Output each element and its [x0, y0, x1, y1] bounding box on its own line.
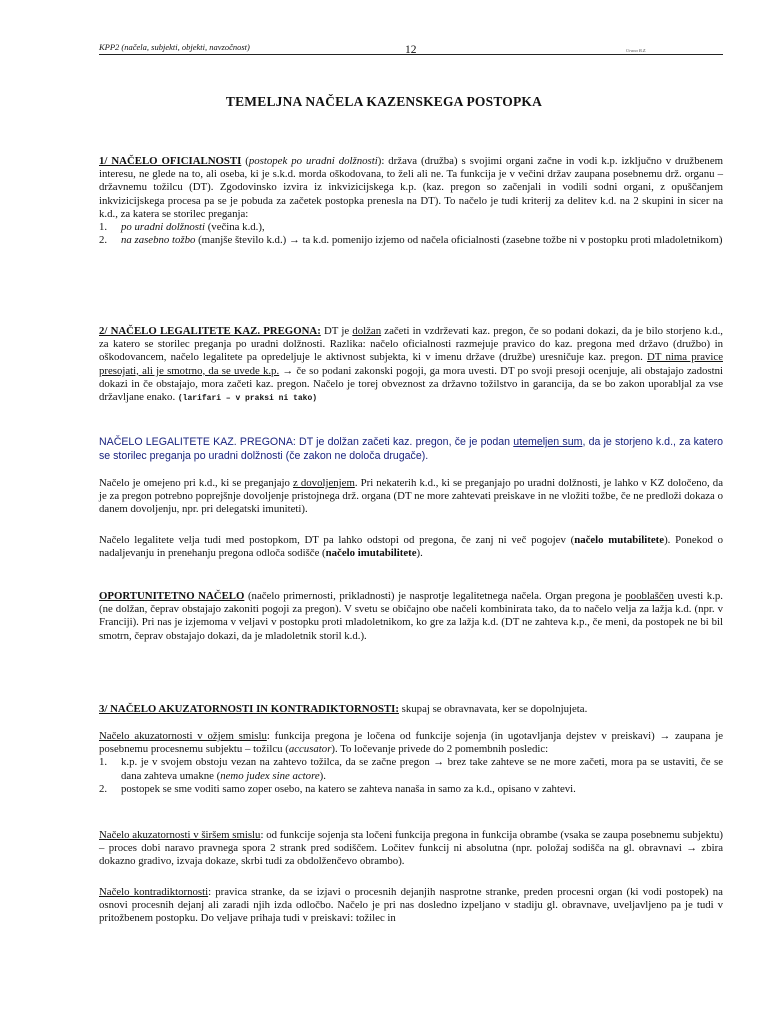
section-akuzatornost: 3/ NAČELO AKUZATORNOSTI IN KONTRADIKTORNOSTI: skupaj se obravnavata, ker se dopolnjujeta. [99, 703, 588, 715]
running-header: KPP2 (načela, subjekti, objekti, navzočnost) [99, 42, 250, 52]
list-item: 2. na zasebno tožbo (manjše število k.d.) → ta k.d. pomenijo izjemo od načela oficialnosti (zasebne tožbe ni v postopku proti mladoletnikom) [99, 234, 723, 247]
author-mark: Urana B.Z. [626, 48, 647, 53]
legaliteta-definition: NAČELO LEGALITETE KAZ. PREGONA: DT je dolžan začeti kaz. pregon, če je podan utemeljen sum, da je storjeno k.d., za katero se storilec preganja po uradni dolžnosti (če zakon ne določa drugače). [99, 436, 724, 462]
section-heading: 3/ NAČELO AKUZATORNOSTI IN KONTRADIKTORNOSTI: [99, 703, 399, 715]
margin-remark: (larifari – v praksi ni tako) [177, 394, 318, 404]
header-rule [99, 54, 723, 55]
section-oficialnost [99, 155, 723, 247]
kontradiktornost-paragraph: Načelo kontradiktornosti: pravica stranke, da se izjavi o procesnih dejanjih nasprotne stranke, preden procesni organ (ki vodi postopek) na osnovi procesnih dejanj ali zaradi njih izda odločbo. Načelo je pri nas dosledno izpeljano v stadiju gl. obravnave, uveljavljeno pa je tudi v pritožbenem postopku. Do veljave prihaja tudi v preiskavi: tožilec in [99, 886, 723, 925]
section-heading: OPORTUNITETNO NAČELO [99, 590, 245, 602]
page-number: 12 [405, 44, 417, 56]
mutabilitete-paragraph: Načelo legalitete velja tudi med postopkom, DT pa lahko odstopi od pregona, če zanj ni več pogojev (načelo mutabilitete). Ponekod o nadaljevanju in prenehanju pregona odloča sodišče (načelo imutabilitete). [99, 534, 723, 560]
section-heading: 2/ NAČELO LEGALITETE KAZ. PREGONA: [99, 325, 321, 337]
section-oportuniteta: OPORTUNITETNO NAČELO (načelo primernosti, prikladnosti) je nasprotje legalitetnega načela. Organ pregona je pooblaščen uvesti k.p. (ne dolžan, čeprav obstajajo zakoniti pogoji za pregon). V svetu se običajno obe načeli kombinirata tako, da to načelo velja za lažja k.d. (npr. v Franciji). Pri nas je izjemoma v veljavi v postopku proti mladoletnikom, ko gre za lažja k.d. (DT ne zahteva k.p., če meni, da postopek ne bi bil smotrn, čeprav obstajajo dokazi, da je mladoletnik storil k.d.). [99, 590, 723, 642]
legaliteta-exception: Načelo je omejeno pri k.d., ki se preganjajo z dovoljenjem. Pri nekaterih k.d., ki se preganjajo po uradni dolžnosti, je lahko v KZ določeno, da je za pregon potrebno poprejšnje dovoljenje pristojnega drž. organa (DT ne more zahtevati preiskave in ne vložiti tožbe, če ne predloži dokaza o danem dovoljenju, npr. pri delegatski imuniteti). [99, 477, 723, 516]
heading-note: postopek po uradni dolžnosti [248, 155, 378, 167]
oficialnost-paragraph: 1/ NAČELO OFICIALNOSTI (postopek po uradni dolžnosti): država (družba) s svojimi organi začne in vodi k.p. izključno v družbenem interesu, ne glede na to, ali oseba, ki je s.k.d. morda oškodovana, to želi ali ne. Ta funkcija je v večini držav zaupana posebnemu drž. organu – državnemu tožilcu (DT). Zgodovinsko izvira iz inkvizicijskega k.p. (kaz. pregon so začenjali in vodili sodni organi, z opuščanjem inkvizicijskega procesa pa se je pobuda za začetek postopka prenesla na DT). To načelo je tudi kriterij za delitev k.d. na 2 skupini in sicer na k.d., za katera se storilec preganja: [99, 155, 724, 220]
akuzatornost-sirsi: Načelo akuzatornosti v širšem smislu: od funkcije sojenja sta ločeni funkcija pregona in funkcija obrambe (vsaka se zaupa posebnemu subjektu) – proces dobi naravo pravnega spora 2 strank pred sodiščem. Ločitev funkcij ni absolutna (npr. položaj sodišča na gl. obravnavi → zbira dokazno gradivo, izvaja dokaze, skrbi tudi za obdolženčevo obrambo). [99, 829, 724, 868]
body-text: : država (družba) s svojimi organi začne in vodi k.p. izključno v družbenem interesu, ne glede na to, ali oseba, ki je s.k.d. morda oškodovana, to želi ali ne. Ta funkcija je v večini držav zaupana posebnemu drž. organu – državnemu tožilcu (DT). Zgodovinsko izvira iz inkvizicijskega k.p. (kaz. pregon so začenjali in vodili sodni organi, z opuščanjem inkvizicijskega procesa pa se je pobuda za začetek postopka prenesla na DT). To načelo je tudi kriterij za delitev k.d. na 2 skupini in sicer na k.d., za katera se storilec preganja: [99, 155, 724, 220]
list-item: 2. postopek se sme voditi samo zoper osebo, na katero se zahteva nanaša in samo za k.d., opisano v zahtevi. [99, 782, 576, 795]
section-heading: 1/ NAČELO OFICIALNOSTI [99, 155, 242, 167]
list-item: 1. po uradni dolžnosti (večina k.d.), [99, 221, 265, 234]
legaliteta-paragraph: 2/ NAČELO LEGALITETE KAZ. PREGONA: DT je dolžan začeti in vzdrževati kaz. pregon, če so podani dokazi, da je bilo storjeno k.d., za katero se storilec preganja po uradni dolžnosti. Razlika: načelo oficialnosti razmejuje pravico do kaz. pregona med državo (družbo) in oškodovancem, načelo legalitete pa opredeljuje le aktivnost subjekta, ki v imenu države (družbe) uresničuje kaz. pregon. DT nima pravice presojati, ali je smotrno, da se uvede k.p. → če so podani zakonski pogoji, ga mora uvesti. DT po svoji presoji ocenjuje, ali obstajajo zadostni dokazi in če obstajajo, mora začeti kaz. pregon. Načelo je torej obveznost za državno tožilstvo in garancija, da se bo zakon uporabljal za vse državljane enako. (larifari – v praksi ni tako) [99, 325, 724, 404]
list-item: 1. k.p. je v svojem obstoju vezan na zahtevo tožilca, da se začne pregon → brez take zahteve se ne more začeti, mora pa se ustaviti, če se dana zahteva umakne (nemo judex sine actore). [99, 756, 723, 782]
page-title: TEMELJNA NAČELA KAZENSKEGA POSTOPKA [225, 94, 543, 109]
section-legaliteta [99, 325, 723, 405]
akuzatornost-ozji: Načelo akuzatornosti v ožjem smislu: funkcija pregona je ločena od funkcije sojenja (in ugotavljanja dejstev v preiskavi) → zaupana je posebnemu procesnemu subjektu – tožilcu (accusator). To ločevanje privede do 2 pomembnih posledic: 1. k.p. je v svojem obstoju vezan na zahtevo tožilca, da se začne pregon → brez take zahteve se ne more začeti, mora pa se ustaviti, če se dana zahteva umakne (nemo judex sine actore). 2. postopek se sme voditi samo zoper osebo, na katero se zahteva nanaša in samo za k.d., opisano v zahtevi. [99, 730, 724, 795]
